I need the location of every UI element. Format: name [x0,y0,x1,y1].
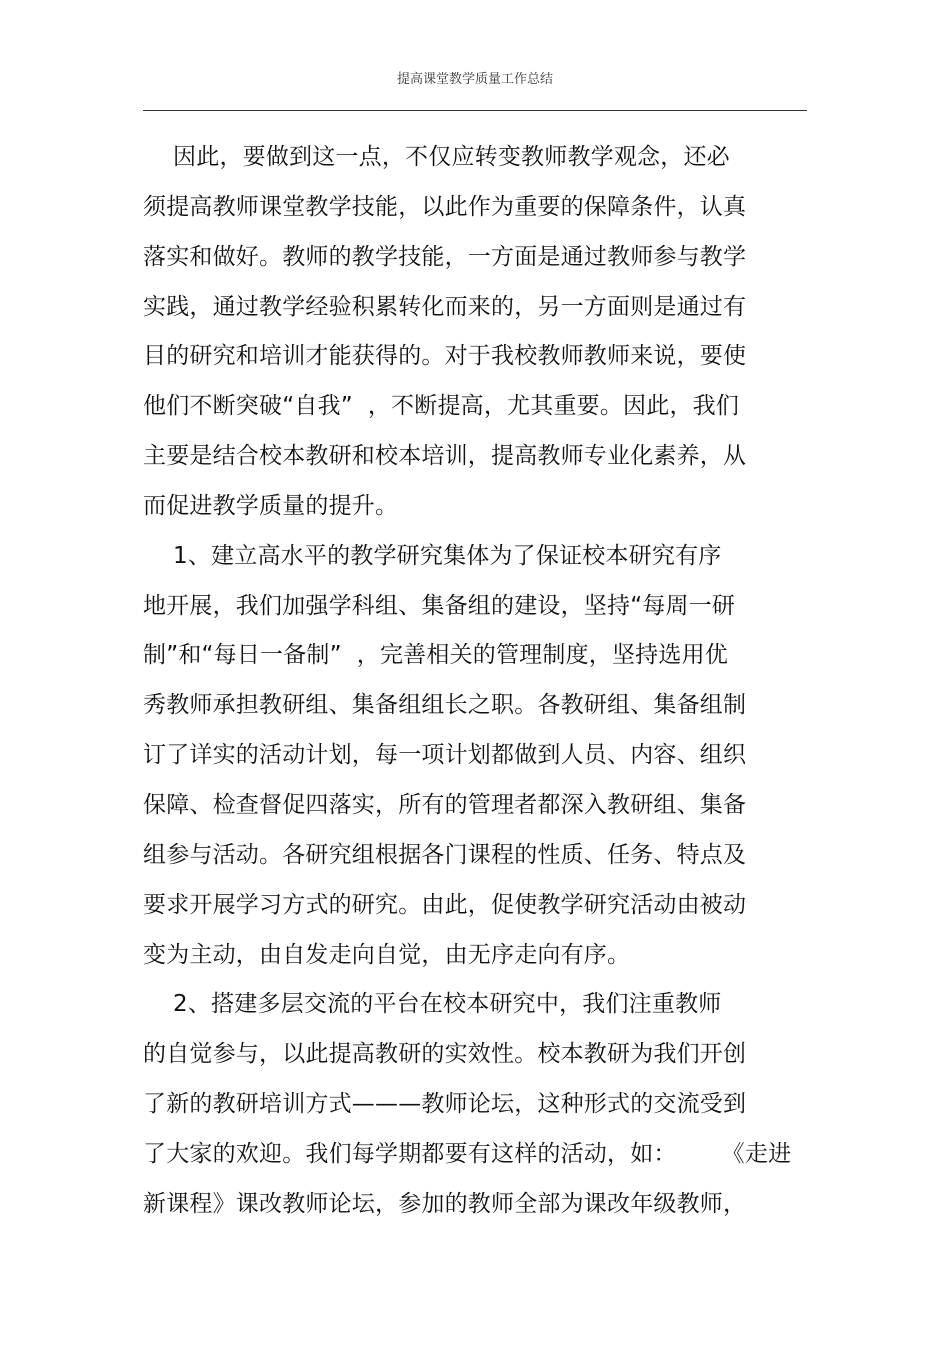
text-line: 组参与活动。各研究组根据各门课程的性质、任务、特点及 [143,841,747,868]
text-line: 要求开展学习方式的研究。由此，促使教学研究活动由被动 [143,891,747,918]
text-line: 新课程》课改教师论坛，参加的教师全部为课改年级教师， [143,1190,747,1217]
text-line: 制”和“每日一备制” ，完善相关的管理制度，坚持选用优 [143,642,728,669]
text-line: 保障、检查督促四落实，所有的管理者都深入教研组、集备 [143,791,747,818]
page-header-title: 提高课堂教学质量工作总结 [396,72,553,87]
text-line: 实践，通过教学经验积累转化而来的，另一方面则是通过有 [143,293,747,320]
header-divider [143,110,807,111]
text-line: 秀教师承担教研组、集备组组长之职。各教研组、集备组制 [143,692,747,719]
text-line: 了新的教研培训方式———教师论坛，这种形式的交流受到 [143,1091,747,1118]
text-line: 订了详实的活动计划，每一项计划都做到人员、内容、组织 [143,742,747,769]
text-line: 1、建立高水平的教学研究集体为了保证校本研究有序 [143,542,722,569]
document-body [143,133,823,1230]
text-line: 他们不断突破“自我” ，不断提高，尤其重要。因此，我们 [143,393,740,420]
text-line: 目的研究和培训才能获得的。对于我校教师教师来说，要使 [143,343,747,370]
text-line: 的自觉参与，以此提高教研的实效性。校本教研为我们开创 [143,1041,747,1068]
text-line: 落实和做好。教师的教学技能，一方面是通过教师参与教学 [143,243,747,270]
text-line: 而促进教学质量的提升。 [143,492,399,519]
text-line: 须提高教师课堂教学技能，以此作为重要的保障条件，认真 [143,193,747,220]
text-line: 主要是结合校本教研和校本培训，提高教师专业化素养，从 [143,443,747,470]
text-line: 了大家的欢迎。我们每学期都要有这样的活动，如： 《走进 [143,1140,792,1167]
text-line: 地开展，我们加强学科组、集备组的建设，坚持“每周一研 [143,592,736,619]
text-line: 因此，要做到这一点，不仅应转变教师教学观念，还必 [143,144,730,170]
text-line: 变为主动，由自发走向自觉，由无序走向有序。 [143,941,631,968]
text-line: 2、搭建多层交流的平台在校本研究中，我们注重教师 [143,991,722,1018]
